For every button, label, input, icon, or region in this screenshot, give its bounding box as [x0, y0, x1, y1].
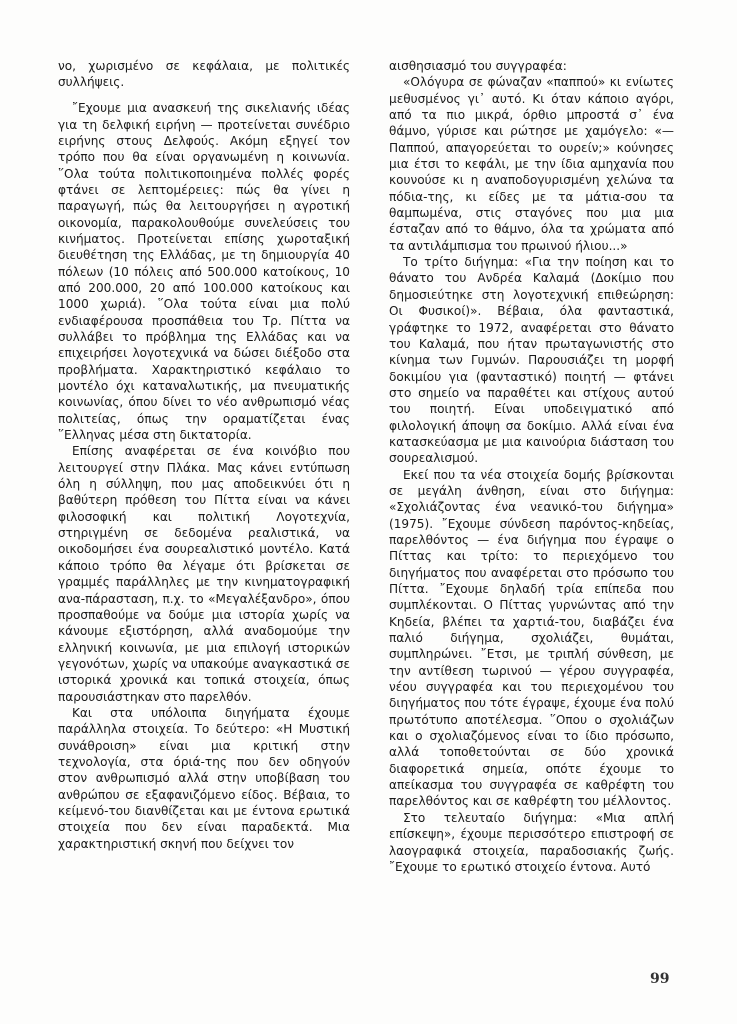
paragraph: νο, χωρισμένο σε κεφάλαια, με πολιτικές συλλήψεις. [58, 59, 350, 90]
paragraph: Το τρίτο διήγημα: «Για την ποίηση και το θάνατο του Ανδρέα Καλαμά (Δοκίμιο που δημοσιεύτηκε στη λογοτεχνική επιθεώρηση: Οι Φυσικοί)». Βέβαια, όλα φανταστικά, γράφτηκε το 1972, αναφέρεται στο θάνατο του Καλαμά, που ήταν πρωταγωνιστής στο κίνημα των Γυμνών. Παρουσιάζει τη μορφή δοκιμίου για (φανταστικό) ποιητή — φτάνει στο σημείο να παραθέτει και στίχους αυτού του ποιητή. Είναι υποδειγματικό από φιλολογική άποψη σα δοκίμιο. Αλλά είναι ένα κατασκεύασμα με μια καινούρια διάσταση του σουρεαλισμού. [389, 255, 674, 466]
page-number: 99 [650, 971, 670, 987]
paragraph: ῎Εχουμε μια ανασκευή της σικελιανής ιδέας για τη δελφική ειρήνη — προτείνεται συνέδριο ειρήνης στους Δελφούς. Ακόμη εξηγεί τον τρόπο που θα είναι οργανωμένη η κοινωνία. ῞Ολα τούτα πολιτικοποιημένα πολλές φορές φτάνει σε λεπτομέρειες: πώς θα γίνει η παραγωγή, πώς θα λειτουργήσει η αγροτική οικονομία, παρακολουθούμε συνελεύσεις του κινήματος. Προτείνεται επίσης χωροταξική διευθέτηση της Ελλάδας, με τη δημιουργία 40 πόλεων (10 πόλεις από 500.000 κατοίκους, 10 από 200.000, 20 από 100.000 κατοίκους και 1000 χωριά). ῞Ολα τούτα είναι μια πολύ ενδιαφέρουσα προσπάθεια του Τρ. Πίττα να συλλάβει το πρόβλημα της Ελλάδας και να επιχειρήσει λογοτεχνικά να δώσει διέξοδο στα προβλήματα. Χαρακτηριστικό κεφάλαιο το μοντέλο όχι καταναλωτικής, μα πνευματικής κοινωνίας, όπου δίνει το νέο ανθρωπισμό νέας πολιτείας, όπως την οραματίζεται ένας ῞Ελληνας μέσα στη δικτατορία. [58, 101, 350, 443]
paragraph: Εκεί που τα νέα στοιχεία δομής βρίσκονται σε μεγάλη άνθηση, είναι στο διήγημα: «Σχολιάζοντας ένα νεανικό-του διήγημα» (1975). ῎Εχουμε σύνδεση παρόντος-κηδείας, παρελθόντος — ένα διήγημα που έγραψε ο Πίττας και τρίτο: το περιεχόμενο του διηγήματος που αναφέρεται στο πρόσωπο του Πίττα. ῎Εχουμε δηλαδή τρία επίπεδα που συμπλέκονται. Ο Πίττας γυρνώντας από την Κηδεία, βλέπει τα χαρτιά-του, διαβάζει ένα παλιό διήγημα, σχολιάζει, θυμάται, συμπληρώνει. ῎Ετσι, με τριπλή σύνθεση, με την αντίθεση τωρινού — γέρου συγγραφέα, νέου συγγραφέα και του περιεχομένου του διηγήματος που τότε έγραψε, έχουμε ένα πολύ πρωτότυπο αποτέλεσμα. ῞Οπου ο σχολιάζων και ο σχολιαζόμενος είναι το ίδιο πρόσωπο, αλλά τοποθετούνται σε δύο χρονικά διαφορετικά σημεία, οπότε έχουμε το απείκασμα του συγγραφέα σε καθρέφτη του παρελθόντος και σε καθρέφτη του μέλλοντος. [389, 467, 674, 809]
quoted-passage: «Ολόγυρα σε φώναζαν «παππού» κι ενίωτες μεθυσμένος γι᾽ αυτό. Κι όταν κάποιο αγόρι, από τα πιο μικρά, όρθιο μπροστά σ᾽ ένα θάμνο, γύρισε και ρώτησε με χαμόγελο: «—Παππού, απαγορεύεται το ουρείν;» κούνησες μια έτσι το κεφάλι, με την ίδια αμηχανία που κουνούσε κι η αναποδογυρισμένη χελώνα τα πόδια-της, κι είδες με τα μάτια-σου τα θαμπωμένα, στις σταγόνες που μια μια έσταζαν από το θάμνο, όλα τα χρώματα από τα αντιλάμπισμα του πρωινού ήλιου...» [389, 75, 674, 253]
right-text-column [389, 58, 674, 875]
left-text-column [58, 58, 350, 852]
paragraph: Και στα υπόλοιπα διηγήματα έχουμε παράλληλα στοιχεία. Το δεύτερο: «Η Μυστική συνάθροιση» είναι μια κριτική στην τεχνολογία, στα όριά-της που δεν οδηγούν στον ανθρωπισμό αλλά στην υποβίβαση του ανθρώπου σε εξαφανιζόμενο είδος. Βέβαια, το κείμενό-του διανθίζεται και με έντονα ερωτικά στοιχεία που δεν είναι παραδεκτά. Μια χαρακτηριστική σκηνή που δείχνει τον [58, 705, 350, 851]
paragraph: Επίσης αναφέρεται σε ένα κοινόβιο που λειτουργεί στην Πλάκα. Μας κάνει εντύπωση όλη η σύλληψη, που μας αποδεικνύει ότι η βαθύτερη πρόθεση του Πίττα είναι να κάνει φιλοσοφική και πολιτική Λογοτεχνία, στηριγμένη σε δεδομένα ρεαλιστικά, να οικοδομήσει ένα σουρεαλιστικό μοντέλο. Κατά κάποιο τρόπο θα λέγαμε ότι βρίσκεται σε γραμμές παράλληλες με την κινηματογραφική ανα-πάρασταση, π.χ. το «Μεγαλέξανδρο», όπου προσπαθούμε να δούμε μια ιστορία χωρίς να κάνουμε εξιστόρηση, αλλά αναδομούμε την ελληνική κοινωνία, με μια επιλογή ιστορικών γεγονότων, χωρίς να υπακούμε αναγκαστικά σε ιστορικά χρονικά και τοπικά στοιχεία, όπως παρουσιάστηκαν στο παρελθόν. [58, 444, 350, 704]
paragraph: αισθησιασμό του συγγραφέα: [389, 59, 567, 73]
paragraph: Στο τελευταίο διήγημα: «Μια απλή επίσκεψη», έχουμε περισσότερο επιστροφή σε λαογραφικά στοιχεία, παραδοσιακής ζωής. ῎Εχουμε το ερωτικό στοιχείο έντονα. Αυτό [389, 810, 674, 874]
